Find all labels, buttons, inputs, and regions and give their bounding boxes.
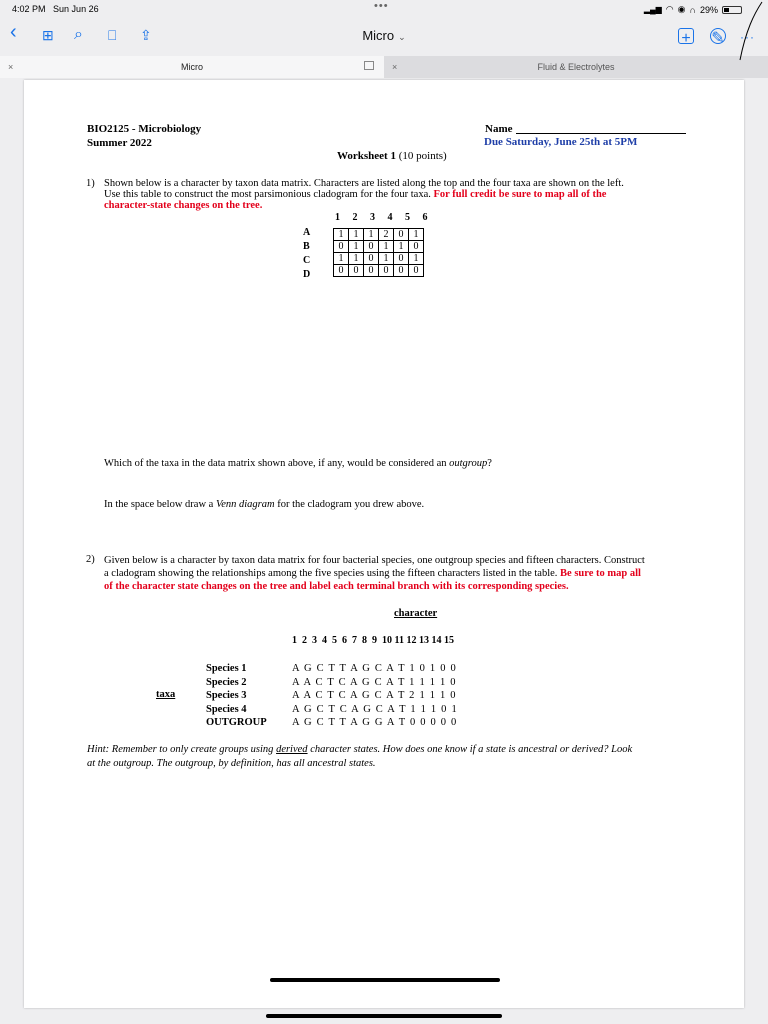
matrix1-cell: 0 (379, 265, 394, 277)
status-indicators (644, 4, 742, 15)
grid-view-icon[interactable]: ⊞ (42, 27, 54, 43)
matrix1-cell: 2 (379, 229, 394, 241)
matrix1-taxa (303, 226, 310, 282)
species-name: Species 2 (206, 676, 247, 688)
matrix1-table (333, 228, 424, 277)
matrix1-cell: 1 (334, 229, 349, 241)
outgroup-question: Which of the taxa in the data matrix shown above, if any, would be considered an outgroup? (104, 458, 492, 469)
matrix1-cell: 0 (409, 241, 424, 253)
document-page[interactable] (24, 80, 744, 1008)
pen-stroke (732, 0, 768, 64)
multitask-dots[interactable]: ••• (374, 0, 389, 12)
species-name: Species 3 (206, 690, 247, 701)
species-name: Species 4 (206, 703, 247, 715)
close-tab-icon[interactable]: × (8, 62, 14, 72)
matrix1-cell: 0 (334, 265, 349, 277)
add-page-icon[interactable]: + (678, 28, 694, 44)
status-time: 4:02 PM Sun Jun 26 (12, 4, 99, 14)
matrix1-taxon-label: D (303, 269, 311, 280)
document-tabs (0, 56, 768, 78)
status-bar (0, 0, 768, 18)
course-term: Summer 2022 (87, 137, 152, 149)
matrix1-cell: 1 (379, 253, 394, 265)
matrix1-cell: 0 (364, 265, 379, 277)
species-row (206, 676, 458, 690)
bookmark-icon[interactable]: ⎕ (108, 27, 117, 43)
matrix1-col-header: 2 (352, 212, 358, 223)
tab-fluid-electrolytes[interactable]: × Fluid & Electrolytes (384, 56, 768, 78)
matrix1-cell: 0 (349, 265, 364, 277)
split-view-icon[interactable] (364, 61, 374, 70)
species-name: Species 1 (206, 663, 247, 674)
signal-icon: ▂▄▆ (643, 5, 662, 14)
back-chevron-icon[interactable]: ‹ (10, 21, 17, 43)
course-title: BIO2125 - Microbiology (87, 123, 202, 135)
venn-question: In the space below draw a Venn diagram for the cladogram you drew above. (104, 499, 425, 510)
name-label: Name (485, 123, 513, 135)
species-row (206, 689, 458, 703)
matrix1-col-header: 4 (387, 212, 393, 223)
q2-text: Given below is a character by taxon data matrix for four bacterial species, one outgroup species and fifteen characters. Construct a cladogram showing the relationships among the five species using the fifteen characters listed in the table. Be sure to map all of the character state changes on the tree and label each terminal branch with its corresponding species. (104, 555, 645, 592)
species-sequence: A G C T T A G G A T 0 0 0 0 0 (292, 717, 458, 728)
more-icon[interactable]: ··· (740, 30, 755, 44)
close-tab-icon[interactable]: × (392, 62, 398, 72)
matrix1-col-header: 3 (370, 212, 375, 223)
matrix1-cell: 0 (394, 229, 409, 241)
matrix1-cell: 1 (409, 229, 424, 241)
matrix1-row (334, 265, 424, 277)
share-icon[interactable]: ⇪ (140, 27, 152, 43)
hint-text: Hint: Remember to only create groups using derived character states. How does one know if a state is ancestral or derived? Look at the outgroup. The outgroup, by definition, has all ancestral states. (87, 744, 633, 769)
matrix1-cell: 1 (334, 253, 349, 265)
matrix1-cell: 1 (349, 229, 364, 241)
matrix1-taxon-label: A (303, 227, 311, 238)
matrix1-cell: 1 (349, 253, 364, 265)
q2-number: 2) (86, 554, 95, 565)
page-scroll-indicator[interactable] (270, 978, 500, 982)
matrix1-header (335, 212, 455, 223)
matrix1-row (334, 253, 424, 265)
home-indicator[interactable] (266, 1014, 502, 1018)
worksheet-title: Worksheet 1 (10 points) (337, 150, 447, 162)
species-name: OUTGROUP (206, 717, 267, 728)
matrix1-taxon-label: B (303, 241, 310, 252)
species-sequence: A G C T T A G C A T 1 0 1 0 0 (292, 663, 457, 674)
species-row (206, 716, 458, 730)
matrix1-row (334, 229, 424, 241)
battery-percent: 29% (699, 4, 718, 15)
species-sequence: A A C T C A G C A T 1 1 1 1 0 (292, 676, 457, 688)
notebook-title-button[interactable]: Micro ⌄ (362, 28, 406, 43)
pen-tool-icon[interactable]: ✎ (711, 30, 725, 47)
taxa-label: taxa (156, 689, 176, 700)
matrix1-cell: 1 (349, 241, 364, 253)
matrix1-col-header: 1 (335, 212, 340, 223)
nav-bar (0, 20, 768, 54)
matrix1-cell: 0 (394, 265, 409, 277)
name-line (516, 133, 686, 134)
chevron-down-icon: ⌄ (398, 32, 406, 42)
search-icon[interactable]: ⌕ (74, 26, 83, 43)
species-row (206, 703, 458, 717)
matrix1-cell: 0 (334, 241, 349, 253)
matrix1-col-header: 6 (422, 212, 428, 223)
species-sequence: A A C T C A G C A T 2 1 1 1 0 (292, 690, 457, 701)
matrix1-cell: 1 (364, 229, 379, 241)
q1-number: 1) (86, 178, 95, 189)
matrix1-cell: 0 (394, 253, 409, 265)
matrix1-taxon-label: C (303, 255, 311, 266)
matrix1-cell: 1 (409, 253, 424, 265)
matrix1-cell: 1 (379, 241, 394, 253)
matrix1-cell: 0 (364, 253, 379, 265)
matrix1-cell: 0 (364, 241, 379, 253)
character-label: character (394, 608, 438, 619)
species-matrix (206, 662, 458, 730)
tab-micro[interactable]: × Micro (0, 56, 384, 78)
matrix1-col-header: 5 (405, 212, 410, 223)
matrix1-row (334, 241, 424, 253)
due-date: Due Saturday, June 25th at 5PM (484, 136, 638, 148)
q1-text: Shown below is a character by taxon data matrix. Characters are listed along the top and the four taxa are shown on the left. Use this table to construct the most parsimonious cladogram for the four taxa. For full credit be sure to map all of the character-state changes on the tree. (104, 178, 624, 211)
location-icon: ◉ (677, 4, 686, 14)
wifi-icon: ◠ (665, 4, 674, 14)
headphones-icon: ∩ (689, 4, 696, 15)
matrix1-cell: 1 (394, 241, 409, 253)
species-sequence: A G C T C A G C A T 1 1 1 0 1 (292, 703, 458, 715)
character-numbers: 1 2 3 4 5 6 7 8 9 10 11 12 13 14 15 (292, 635, 454, 646)
species-row (206, 662, 458, 676)
matrix1-cell: 0 (409, 265, 424, 277)
